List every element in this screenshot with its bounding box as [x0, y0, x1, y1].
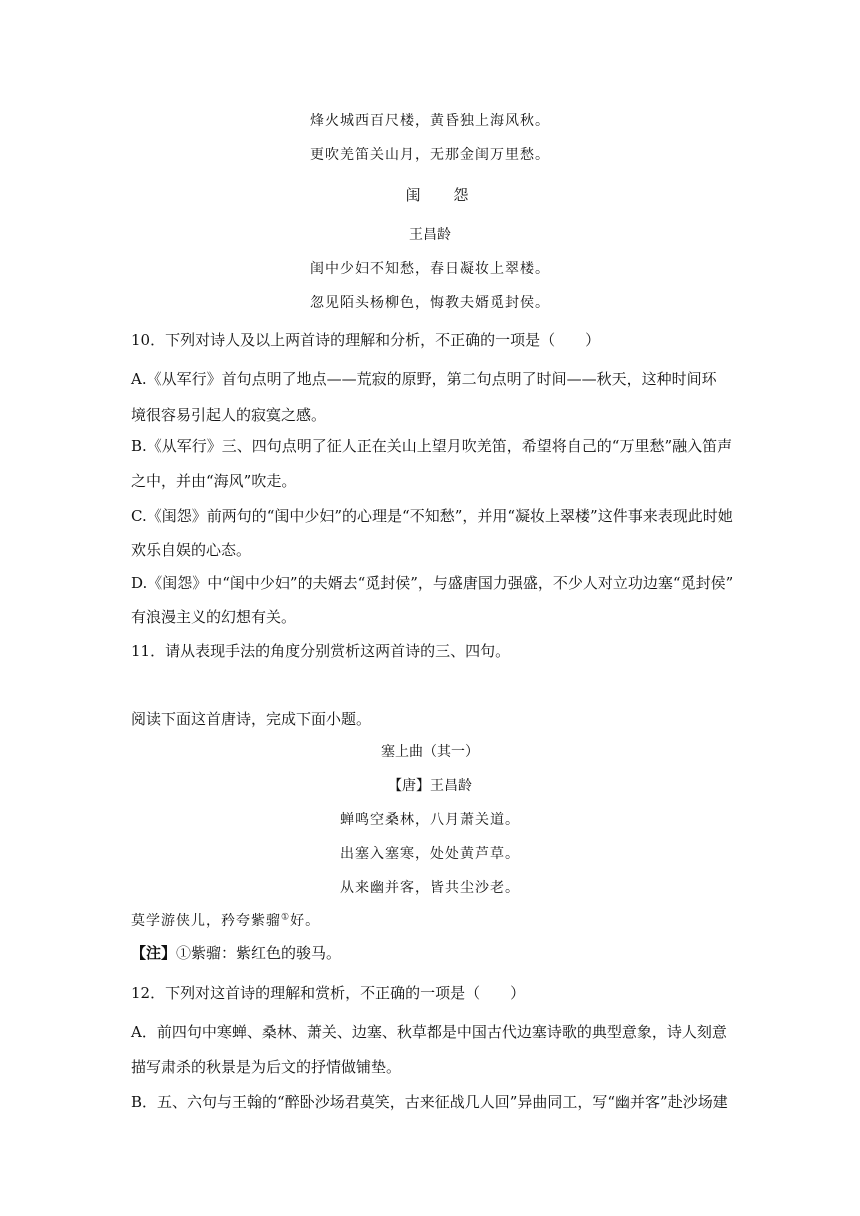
question-11-stem: 11．请从表现手法的角度分别赏析这两首诗的三、四句。	[131, 642, 511, 660]
note-text: ①紫骝：紫红色的骏马。	[176, 944, 342, 962]
poem3-line-3: 从来幽并客，皆共尘沙老。	[340, 880, 520, 896]
poem3-line-4-before: 莫学游侠儿，矜夸紫骝	[131, 913, 281, 929]
poem2-title: 闺 怨	[405, 186, 483, 204]
q10-option-b-line-2: 之中，并由“海风”吹走。	[131, 472, 297, 490]
poem3-line-1: 蝉鸣空桑林，八月萧关道。	[340, 812, 520, 828]
poem2-line-2: 忽见陌头杨柳色，悔教夫婿觅封侯。	[310, 295, 550, 311]
q12-option-a-line-1: A．前四句中寒蝉、桑林、萧关、边塞、秋草都是中国古代边塞诗歌的典型意象，诗人刻意	[131, 1023, 727, 1041]
poem2-line-1: 闺中少妇不知愁，春日凝妆上翠楼。	[310, 261, 550, 277]
q10-option-d-line-2: 有浪漫主义的幻想有关。	[131, 608, 297, 626]
q10-option-c-line-2: 欢乐自娱的心态。	[131, 541, 252, 559]
poem3-line-4-after: 好。	[290, 913, 321, 929]
q12-option-b-line-1: B．五、六句与王翰的“醉卧沙场君莫笑，古来征战几人回”异曲同工，写“幽并客”赴沙场建	[131, 1093, 728, 1111]
q10-option-c-line-1: C.《闺怨》前两句的“闺中少妇”的心理是“不知愁”，并用“凝妆上翠楼”这件事来表现此时她	[131, 507, 733, 525]
poem3-title: 塞上曲（其一）	[381, 744, 479, 760]
q10-option-a-line-2: 境很容易引起人的寂寞之感。	[131, 406, 327, 424]
poem3-line-2: 出塞入塞寒，处处黄芦草。	[340, 846, 520, 862]
poem1-line-1: 烽火城西百尺楼，黄昏独上海风秋。	[310, 113, 550, 129]
q10-option-d-line-1: D.《闺怨》中“闺中少妇”的夫婿去“觅封侯”，与盛唐国力强盛，不少人对立功边塞“觅封侯”	[131, 574, 734, 592]
question-10-stem: 10．下列对诗人及以上两首诗的理解和分析，不正确的一项是（ ）	[131, 331, 601, 349]
annotation-note	[131, 943, 731, 963]
note-label: 【注】	[131, 944, 177, 962]
poem2-author: 王昌龄	[409, 227, 451, 243]
q12-option-a-line-2: 描写肃杀的秋景是为后文的抒情做铺垫。	[131, 1058, 402, 1076]
q10-option-b-line-1: B.《从军行》三、四句点明了征人正在关山上望月吹羌笛，希望将自己的“万里愁”融入笛声	[131, 437, 733, 455]
question-12-stem: 12．下列对这首诗的理解和赏析，不正确的一项是（ ）	[131, 984, 526, 1002]
q10-option-a-line-1: A.《从军行》首句点明了地点——荒寂的原野，第二句点明了时间——秋天，这种时间环	[131, 370, 717, 388]
footnote-ref-1: ①	[281, 912, 291, 923]
poem3-author: 【唐】王昌龄	[388, 778, 472, 794]
reading-intro: 阅读下面这首唐诗，完成下面小题。	[131, 710, 372, 728]
poem1-line-2: 更吹羌笛关山月，无那金闺万里愁。	[310, 147, 550, 163]
poem3-line-4	[131, 911, 731, 931]
